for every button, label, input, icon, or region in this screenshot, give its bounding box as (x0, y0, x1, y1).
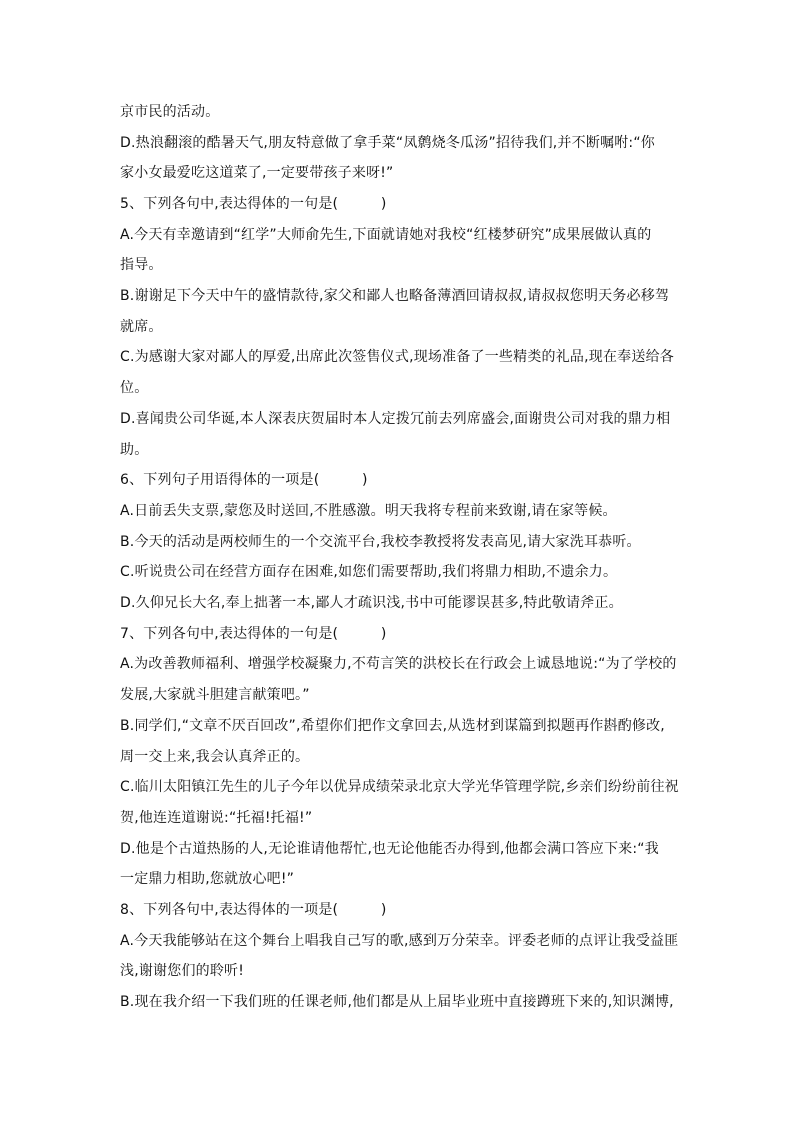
text-line: 就席。 (120, 319, 163, 335)
text-line: 京市民的活动。 (120, 104, 220, 120)
text-line: C.听说贵公司在经营方面存在困难,如您们需要帮助,我们将鼎力相助,不遗余力。 (120, 564, 618, 580)
text-line: B.谢谢足下今天中午的盛情款待,家父和鄙人也略备薄酒回请叔叔,请叔叔您明天务必移驾 (120, 288, 670, 304)
text-line: 家小女最爱吃这道菜了,一定要带孩子来呀!” (120, 165, 394, 181)
question-heading: 6、下列句子用语得体的一项是( ) (120, 472, 368, 488)
text-line: 浅,谢谢您们的聆听! (120, 963, 245, 979)
text-line: D.久仰兄长大名,奉上拙著一本,鄙人才疏识浅,书中可能谬误甚多,特此敬请斧正。 (120, 595, 623, 611)
text-line: A.日前丢失支票,蒙您及时送回,不胜感激。明天我将专程前来致谢,请在家等候。 (120, 503, 617, 519)
question-heading: 7、下列各句中,表达得体的一句是( ) (120, 626, 387, 642)
text-line: B.现在我介绍一下我们班的任课老师,他们都是从上届毕业班中直接蹲班下来的,知识渊博, (120, 994, 674, 1010)
question-heading: 5、下列各句中,表达得体的一句是( ) (120, 196, 387, 212)
text-line: 周一交上来,我会认真斧正的。 (120, 749, 310, 765)
text-line: C.临川太阳镇江先生的儿子今年以优异成绩荣录北京大学光华管理学院,乡亲们纷纷前往祝 (120, 779, 679, 795)
text-line: C.为感谢大家对鄙人的厚爱,出席此次签售仪式,现场准备了一些精类的礼品,现在奉送给各 (120, 349, 674, 365)
text-line: A.今天我能够站在这个舞台上唱我自己写的歌,感到万分荣幸。评委老师的点评让我受益匪 (120, 933, 679, 949)
text-line: D.他是个古道热肠的人,无论谁请他帮忙,也无论他能否办得到,他都会满口答应下来:“我 (120, 841, 659, 857)
text-line: D.喜闻贵公司华诞,本人深表庆贺届时本人定拨冗前去列席盛会,面谢贵公司对我的鼎力相 (120, 411, 671, 427)
text-line: 贺,他连连道谢说:“托福!托福!” (120, 810, 313, 826)
text-line: 一定鼎力相助,您就放心吧!” (120, 871, 295, 887)
text-line: B.今天的活动是两校师生的一个交流平台,我校李教授将发表高见,请大家洗耳恭听。 (120, 534, 641, 550)
text-line: A.今天有幸邀请到“红学”大师俞先生,下面就请她对我校“红楼梦研究”成果展做认真的 (120, 227, 652, 243)
text-line: 位。 (120, 380, 149, 396)
text-line: D.热浪翻滚的酷暑天气,朋友特意做了拿手菜“凤鹩烧冬瓜汤”招待我们,并不断嘱咐:“你 (120, 135, 656, 151)
text-line: 助。 (120, 442, 149, 458)
text-line: 指导。 (120, 257, 163, 273)
question-heading: 8、下列各句中,表达得体的一项是( ) (120, 902, 387, 918)
text-line: 发展,大家就斗胆建言献策吧。” (120, 687, 310, 703)
text-line: B.同学们,“文章不厌百回改”,希望你们把作文拿回去,从选材到谋篇到拟题再作斟酌修改, (120, 718, 665, 734)
text-line: A.为改善教师福利、增强学校凝聚力,不苟言笑的洪校长在行政会上诚恳地说:“为了学校的 (120, 656, 677, 672)
